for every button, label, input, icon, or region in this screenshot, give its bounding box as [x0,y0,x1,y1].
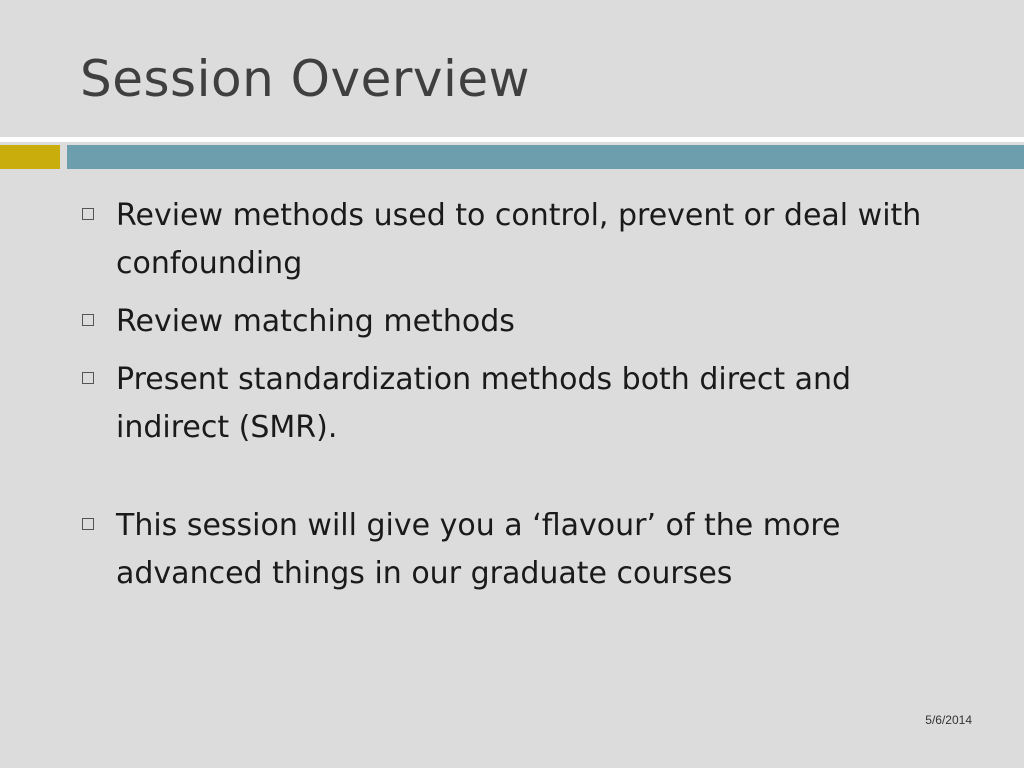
square-bullet-icon [82,314,94,326]
bullet-list [82,192,962,608]
square-bullet-icon [82,372,94,384]
bullet-item [82,192,962,288]
bullet-text: Review methods used to control, prevent or deal with confounding [116,198,922,281]
square-bullet-icon [82,208,94,220]
bullet-text: Review matching methods [116,304,515,339]
accent-bar-gold [0,145,60,169]
slide-title: Session Overview [80,50,531,108]
bullet-item [82,298,962,346]
slide-date: 5/6/2014 [925,713,972,727]
bullet-text: This session will give you a ‘flavour’ of the more advanced things in our graduate courses [116,508,841,591]
square-bullet-icon [82,518,94,530]
bullet-item [82,356,962,452]
bullet-item [82,502,962,598]
bullet-text: Present standardization methods both direct and indirect (SMR). [116,362,852,445]
accent-bar-blue [67,145,1024,169]
title-divider [0,137,1024,142]
